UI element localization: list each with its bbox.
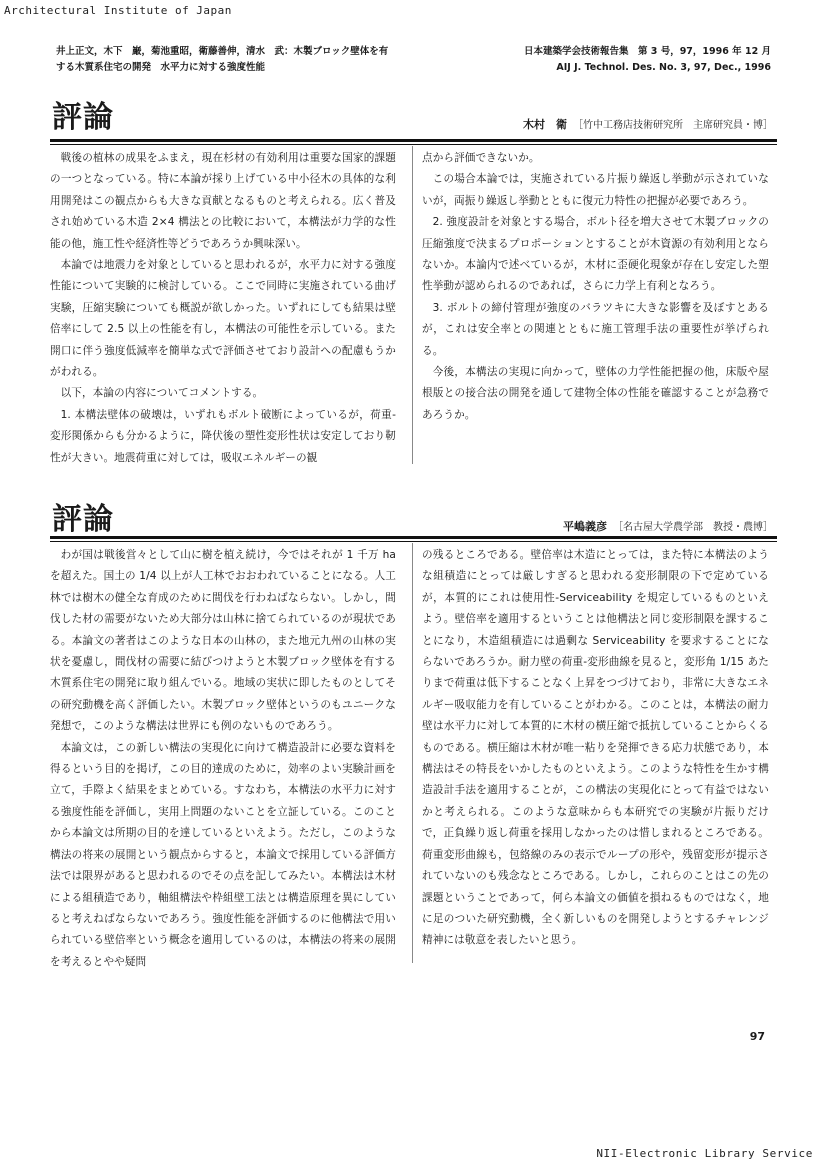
review1-rule-thick (50, 139, 777, 142)
review1-title: 評論 (52, 100, 114, 135)
review1-right-p3: 2. 強度設計を対象とする場合，ボルト径を増大させて木製ブロックの圧縮強度で決まるプロポーションとすることが木資源の有効利用とならないか。本論内で述べているが，木材に歪硬化現象が存在し安定した塑性挙動が認められるのであれば，さらに力学上有利となろう。 (422, 216, 769, 293)
review1-right-p2: この場合本論では，実施されている片振り繰返し挙動が示されていないが，両振り繰返し挙動とともに復元力特性の把握が必要であろう。 (422, 173, 769, 207)
header-citation-authors (56, 44, 416, 76)
review1-affiliation: ［竹中工務店技術研究所 主席研究員・博］ (573, 120, 773, 131)
review1-right-column (422, 148, 769, 426)
header-journal-info (524, 44, 771, 76)
review1-title-row (50, 92, 777, 138)
review2-rule-thick (50, 536, 777, 539)
bottom-watermark: NII-Electronic Library Service (596, 1147, 813, 1160)
review2-left-column (50, 545, 396, 973)
review2-column-divider (412, 543, 413, 963)
review1-author: 木村 衛 (523, 118, 567, 131)
review2-right-column (422, 545, 769, 952)
review1-right-p5: 今後，本構法の実現に向かって，壁体の力学性能把握の他，床版や屋根版との接合法の開発を通して建物全体の性能を確認することが急務であろうか。 (422, 366, 769, 421)
review1-left-p2: 本論では地震力を対象としていると思われるが，水平力に対する強度性能について実験的に検討している。ここで同時に実施されている曲げ実験，圧縮実験についても概説が欲しかった。いずれにしても結果は壁倍率にして 2.5 以上の性能を有し，本構法の可能性を示している。また開口に伴う強度低減率を簡単な式で評価させており設計への配慮もうかがわれる。 (50, 259, 396, 379)
review1-left-p1: 戦後の植林の成果をふまえ，現在杉材の有効利用は重要な国家的課題の一つとなっている。特に本論が採り上げている中小径木の具体的な利用開発はこの観点からも大きな貢献となるものと考えられる。広く普及され始めている木造 2×4 構法との比較において，本構法が力学的な性能の他，施工性や経済性等どうであろうか興味深い。 (50, 152, 396, 250)
review1-left-p3: 以下，本論の内容についてコメントする。 (60, 387, 264, 400)
review1-author-line (523, 116, 773, 132)
review2-left-p2: 本論文は，この新しい構法の実現化に向けて構造設計に必要な資料を得るという目的を掲げ，この目的達成のために，効率のよい実験計画を立て，手際よく結果をまとめている。すなわち，本構法の水平力に対する強度性能を評価し，実用上問題のないことを立証している。このことから本論文は所期の目的を達しているといえよう。ただし，このような構法の将来の展開という観点からすると，本論文で採用している評価方法では限界があると思われるのでその点を記してみたい。本構法は木材による組積造であり，軸組構法や枠組壁工法とは構造原理を異にしていると考えねばならないであろう。強度性能を評価するのに他構法で用いられている壁倍率という概念を適用しているのは，本構法の将来の展開を考えるとやや疑問 (50, 741, 396, 968)
page-number: 97 (749, 1030, 765, 1043)
header-right-line1: 日本建築学会技術報告集 第 3 号，97，1996 年 12 月 (523, 46, 771, 57)
review1-left-column (50, 148, 396, 469)
header-left-line1: 井上正文，木下 巌，菊池重昭，衛藤善伸，清水 武：木製ブロック壁体を有 (56, 46, 389, 57)
review2-left-p1: わが国は戦後営々として山に樹を植え続け，今ではそれが 1 千万 ha を超えた。国土の 1/4 以上が人工林でおおわれていることになる。人工林では樹木の健全な育成のために間伐を行わねばならない。しかし，間伐した材の需要がないため大部分は山林に捨てられているのが現状である。本論文の著者はこのような日本の山林の，また地元九州の山林の実状を憂慮し，間伐材の需要に結びつけようと木製ブロック壁体を有する木質系住宅の開発に取り組んでいる。地域の実状に即したものとしてその研究動機を高く評価したい。木製ブロック壁体というのもユニークな発想で，このような構法は世界にも例のないものであろう。 (50, 549, 396, 733)
review2-rule-thin (50, 541, 777, 542)
review2-author-line (563, 518, 773, 534)
review1-column-divider (412, 146, 413, 464)
review2-affiliation: ［名古屋大学農学部 教授・農博］ (613, 522, 773, 533)
review2-title-row (50, 494, 777, 540)
review2-right-p1: の残るところである。壁倍率は木造にとっては，また特に本構法のような組積造にとっては厳しすぎると思われる変形制限の下で定めているが，本質的にこれは使用性-Serviceability を規定しているものといえよう。壁倍率を適用するということは他構法と同じ変形制限を課することになり，木造組積造には過剰な Serviceability を要求することにならないであろうか。耐力壁の荷重-変形曲線を見ると，変形角 1/15 あたりまで荷重は低下することなく上昇をつづけており，非常に大きなエネルギー吸収能力を有していることがわかる。このことは，本構法の耐力壁は水平力に対して本質的に木材の横圧縮で抵抗していることからくるものである。横圧縮は木材が唯一粘りを発揮できる応力状態であり，本構法はその特長をいかしたものといえよう。このような特性を生かす構造設計手法を適用することが，この構法の実現化にとって有益ではないかと考えられる。このような意味からも本研究での実験が片振りだけで，正負繰り返し荷重を採用しなかったのは惜しまれるところである。荷重変形曲線も，包絡線のみの表示でループの形や，残留変形が提示されていないのも残念なところである。しかし，これらのことはこの先の課題ということであって，何ら本論文の価値を損ねるものではなく，地に足のついた研究動機，全く新しいものを開発しようとするチャレンジ精神には敬意を表したいと思う。 (422, 549, 769, 947)
header-left-line2: する木質系住宅の開発 水平力に対する強度性能 (56, 62, 266, 73)
review1-right-p4: 3. ボルトの締付管理が強度のバラツキに大きな影響を及ぼすとあるが，これは安全率との関連とともに施工管理手法の重要性が挙げられる。 (422, 301, 769, 357)
review1-left-p4: 1. 本構法壁体の破壊は，いずれもボルト破断によっているが，荷重-変形関係からも分かるように，降伏後の塑性変形性状は安定しており靭性が大きい。地震荷重に対しては，吸収エネルギーの観 (50, 408, 396, 464)
review2-author: 平嶋義彦 (563, 520, 607, 533)
header-right-line2: AIJ J. Technol. Des. No. 3, 97, Dec., 1996 (556, 62, 771, 73)
top-watermark: Architectural Institute of Japan (4, 4, 232, 17)
review2-title: 評論 (52, 502, 114, 537)
review1-rule-thin (50, 144, 777, 145)
review1-right-p1: 点から評価できないか。 (422, 152, 540, 164)
